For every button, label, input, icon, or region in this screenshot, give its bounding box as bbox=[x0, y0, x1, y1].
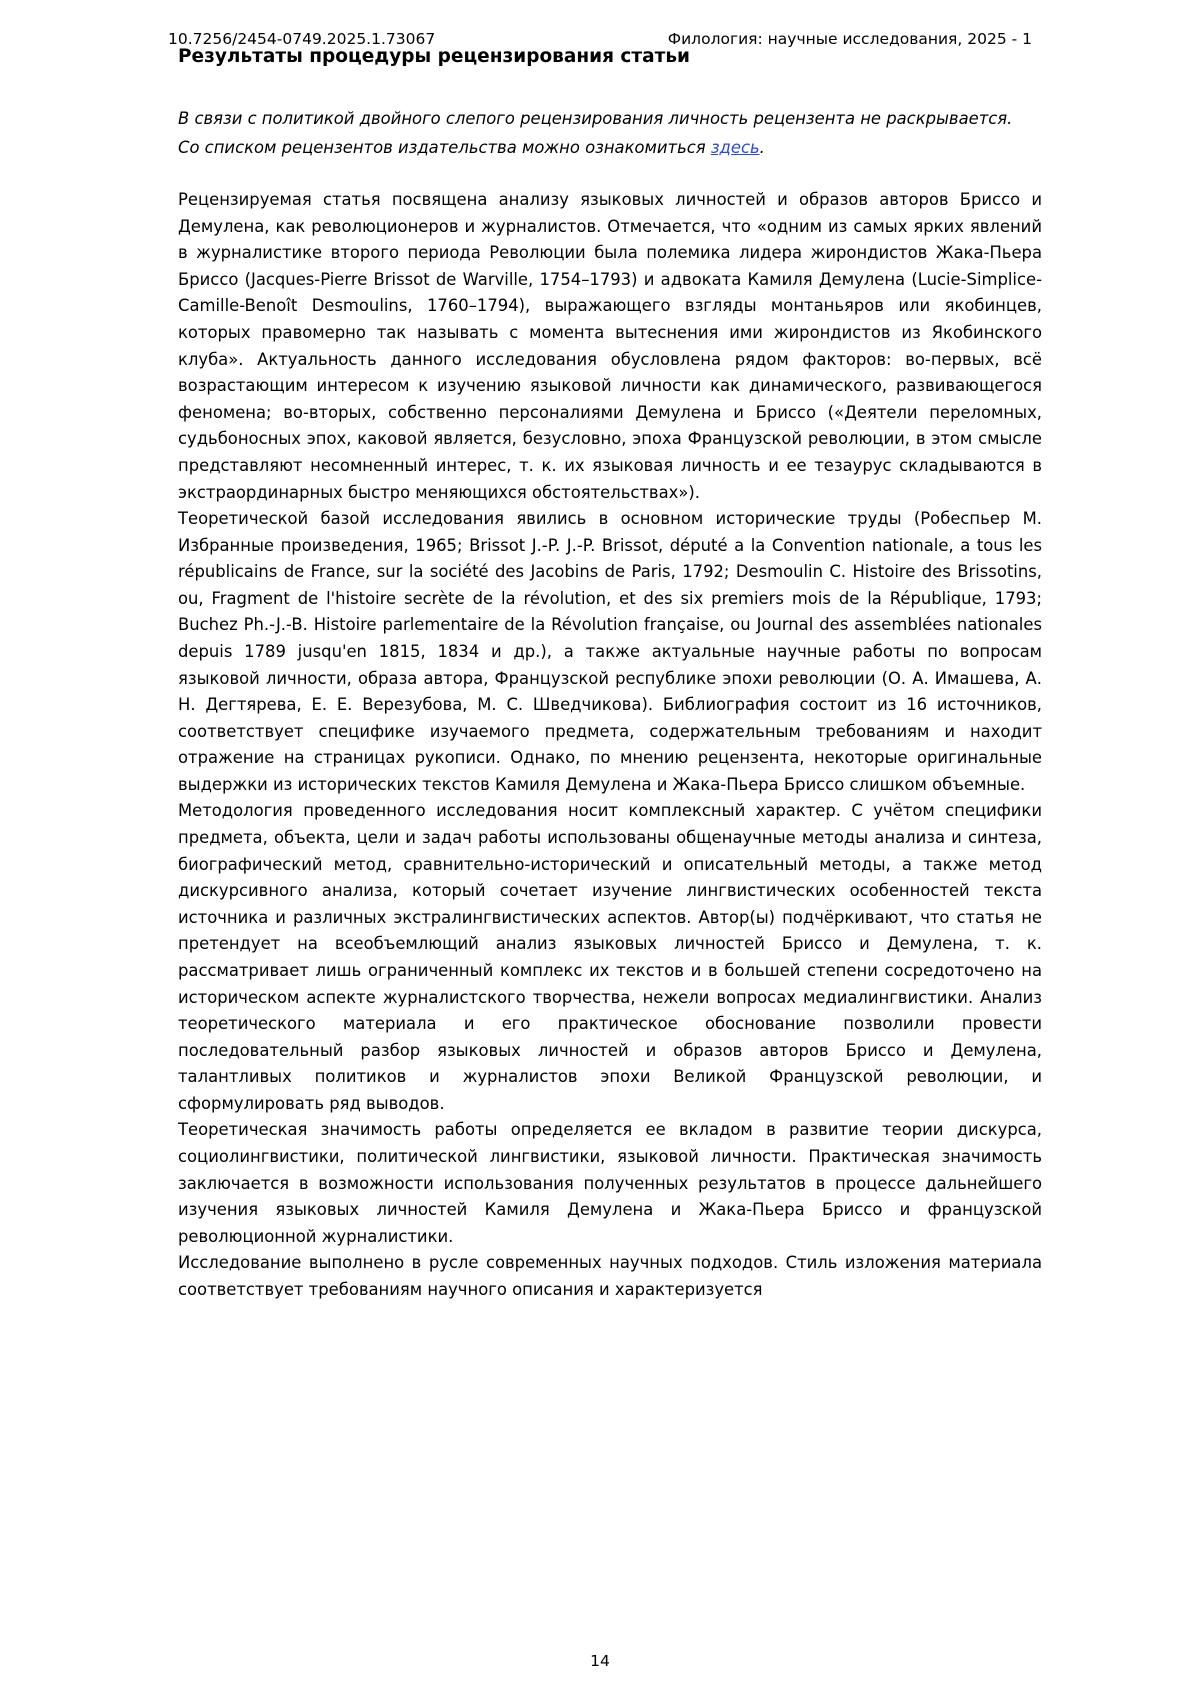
section-heading bbox=[178, 46, 1042, 82]
review-paragraph: Рецензируемая статья посвящена анализу языковых личностей и образов авторов Бриссо и Демулена, как революционеров и журналистов. Отмечается, что «одним из самых ярких явлений в журналистике второго периода Революции была полемика лидера жирондистов Жака-Пьера Бриссо (Jacques-Pierre Brissot de Warville, 1754–1793) и адвоката Камиля Демулена (Lucie-Simplice-Camille-Benoît Desmoulins, 1760–1794), выражающего взгляды монтаньяров или якобинцев, которых правомерно так называть с момента вытеснения ими жирондистов из Якобинского клуба». Актуальность данного исследования обусловлена рядом факторов: во-первых, всё возрастающим интересом к изучению языковой личности как динамического, развивающегося феномена; во-вторых, собственно персоналиями Демулена и Бриссо («Деятели переломных, судьбоносных эпох, каковой является, безусловно, эпоха Французской революции, в этом смысле представляют несомненный интерес, т. к. их языковая личность и ее тезаурус складываются в экстраординарных быстро меняющихся обстоятельствах»). bbox=[178, 190, 1042, 502]
doi-text: 10.7256/2454-0749.2025.1.73067 bbox=[168, 30, 436, 48]
review-body bbox=[178, 187, 1042, 1303]
page-content bbox=[178, 46, 1042, 1303]
reviewers-list-prefix: Со списком рецензентов издательства можно ознакомиться bbox=[178, 137, 711, 157]
review-paragraph: Исследование выполнено в русле современных научных подходов. Стиль изложения материала соответствует требованиям научного описания и характеризуется bbox=[178, 1253, 1042, 1299]
review-paragraph: Методология проведенного исследования носит комплексный характер. С учётом специфики предмета, объекта, цели и задач работы использованы общенаучные методы анализа и синтеза, биографический метод, сравнительно-исторический и описательный методы, а также метод дискурсивного анализа, который сочетает изучение лингвистических особенностей текста источника и различных экстралингвистических аспектов. Автор(ы) подчёркивают, что статья не претендует на всеобъемлющий анализ языковых личностей Бриссо и Демулена, т. к. рассматривает лишь ограниченный комплекс их текстов и в большей степени сосредоточено на историческом аспекте журналистского творчества, нежели вопросах медиалингвистики. Анализ теоретического материала и его практическое обоснование позволили провести последовательный разбор языковых личностей и образов авторов Бриссо и Демулена, талантливых политиков и журналистов эпохи Великой Французской революции, и сформулировать ряд выводов. bbox=[178, 801, 1042, 1113]
review-paragraph: Теоретическая значимость работы определяется ее вкладом в развитие теории дискурса, социолингвистики, политической лингвистики, языковой личности. Практическая значимость заключается в возможности использования полученных результатов в процессе дальнейшего изучения языковых личностей Камиля Демулена и Жака-Пьера Бриссо и французской революционной журналистики. bbox=[178, 1120, 1042, 1246]
reviewers-list-suffix: . bbox=[759, 137, 765, 157]
journal-title-text: Филология: научные исследования, 2025 - 1 bbox=[667, 30, 1032, 48]
page-number: 14 bbox=[590, 1652, 610, 1670]
review-paragraph: Теоретической базой исследования явились в основном исторические труды (Робеспьер М. Избранные произведения, 1965; Brissot J.-P. J.-P. Brissot, député a la Convention nationale, a tous les républicains de France, sur la société des Jacobins de Paris, 1792; Desmoulin C. Histoire des Brissotins, ou, Fragment de l'histoire secrète de la révolution, et des six premiers mois de la République, 1793; Buchez Ph.-J.-B. Histoire parlementaire de la Révolution française, ou Journal des assemblées nationales depuis 1789 jusqu'en 1815, 1834 и др.), а также актуальные научные работы по вопросам языковой личности, образа автора, Французской республике эпохи революции (О. А. Имашева, А. Н. Дегтярева, Е. Е. Верезубова, М. С. Шведчикова). Библиография состоит из 16 источников, соответствует специфике изучаемого предмета, содержательным требованиям и находит отражение на страницах рукописи. Однако, по мнению рецензента, некоторые оригинальные выдержки из исторических текстов Камиля Демулена и Жака-Пьера Бриссо слишком объемные. bbox=[178, 509, 1042, 794]
reviewers-list-line bbox=[178, 135, 1042, 162]
blind-review-note: В связи с политикой двойного слепого рецензирования личность рецензента не раскрывается. bbox=[178, 109, 1013, 128]
section-heading-text: Результаты процедуры рецензирования статьи bbox=[178, 46, 690, 67]
reviewers-list-link[interactable]: здесь bbox=[710, 137, 760, 157]
